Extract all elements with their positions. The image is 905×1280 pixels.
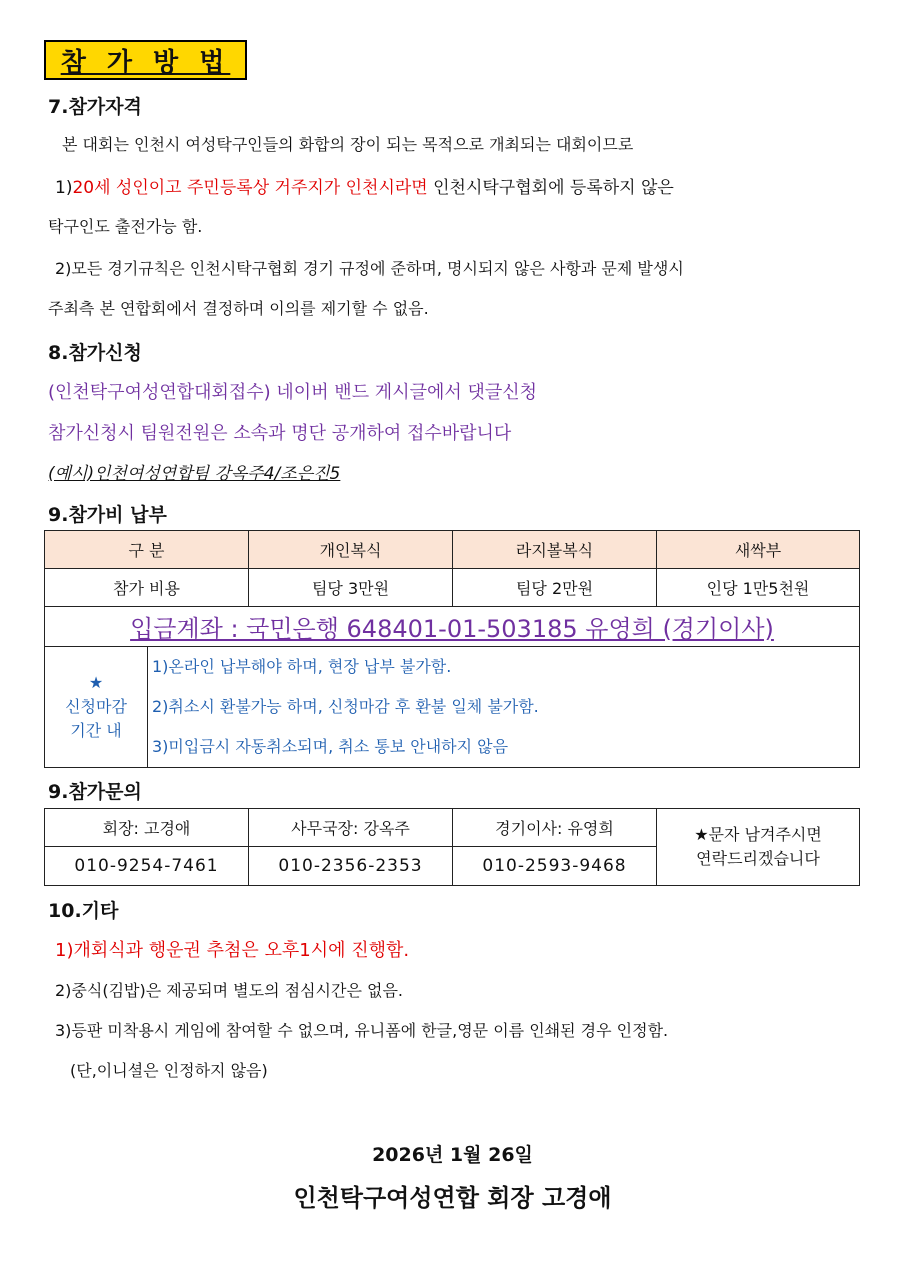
application-example: (예시)인천여성연합팀 강옥주4/조은진5 xyxy=(48,464,341,484)
section-title-box xyxy=(44,40,247,80)
fee-cell-beginner: 인당 1만5천원 xyxy=(657,569,860,607)
eligibility-item-1-rest: 인천시탁구협회에 등록하지 않은 xyxy=(427,178,674,198)
fee-cell-largeball: 팀당 2만원 xyxy=(453,569,657,607)
fee-table-header-row xyxy=(45,531,860,569)
footer-signature: 인천탁구여성연합 회장 고경애 xyxy=(293,1184,612,1212)
heading-application: 8.참가신청 xyxy=(48,342,142,364)
eligibility-item-1-num: 1) xyxy=(55,178,73,198)
other-item-3-sub: (단,이니셜은 인정하지 않음) xyxy=(70,1061,268,1080)
contact-note-line2: 연락드리겠습니다 xyxy=(696,849,820,868)
contact-name-row xyxy=(45,809,860,847)
notice-item-3: 3)미입금시 자동취소되며, 취소 통보 안내하지 않음 xyxy=(152,737,509,756)
eligibility-item-2-line1: 2)모든 경기규칙은 인천시탁구협회 경기 규정에 준하며, 명시되지 않은 사항과 문제 발생시 xyxy=(55,259,684,278)
fee-header-beginner: 새싹부 xyxy=(657,531,860,569)
eligibility-item-1 xyxy=(55,173,674,198)
contact-note-cell xyxy=(657,809,860,886)
eligibility-item-1-line2: 탁구인도 출전가능 함. xyxy=(48,217,203,236)
heading-other: 10.기타 xyxy=(48,900,119,922)
notice-item-1: 1)온라인 납부해야 하며, 현장 납부 불가함. xyxy=(152,657,452,676)
fee-table-row xyxy=(45,569,860,607)
heading-fee: 9.참가비 납부 xyxy=(48,504,167,526)
other-item-1: 1)개회식과 행운권 추첨은 오후1시에 진행함. xyxy=(55,940,410,961)
notice-list-cell xyxy=(148,647,860,768)
fee-header-largeball: 라지볼복식 xyxy=(453,531,657,569)
contact-director: 경기이사: 유영희 xyxy=(453,809,657,847)
fee-bank-row xyxy=(45,607,860,647)
fee-notice-table xyxy=(44,646,860,768)
contact-secretary: 사무국장: 강옥주 xyxy=(249,809,453,847)
eligibility-item-2-line2: 주최측 본 연합회에서 결정하며 이의를 제기할 수 없음. xyxy=(48,299,429,318)
heading-eligibility: 7.참가자격 xyxy=(48,96,142,118)
star-icon: ★ xyxy=(88,673,104,692)
contact-president: 회장: 고경애 xyxy=(45,809,249,847)
other-item-2: 2)중식(김밥)은 제공되며 별도의 점심시간은 없음. xyxy=(55,981,404,1000)
notice-label-cell xyxy=(45,647,148,768)
heading-contact: 9.참가문의 xyxy=(48,781,142,803)
fee-cell-doubles: 팀당 3만원 xyxy=(249,569,453,607)
eligibility-item-1-highlight: 20세 성인이고 주민등록상 거주지가 인천시라면 xyxy=(72,178,428,198)
application-line-2: 참가신청시 팀원전원은 소속과 명단 공개하여 접수바랍니다 xyxy=(48,423,512,444)
fee-header-doubles: 개인복식 xyxy=(249,531,453,569)
section-title: 참 가 방 법 xyxy=(60,47,231,78)
eligibility-intro: 본 대회는 인천시 여성탁구인들의 화합의 장이 되는 목적으로 개최되는 대회이므로 xyxy=(62,135,634,154)
phone-president: 010-9254-7461 xyxy=(45,847,249,886)
notice-label-line1: 신청마감 xyxy=(65,697,127,716)
notice-item-2: 2)취소시 환불가능 하며, 신청마감 후 환불 일체 불가함. xyxy=(152,697,539,716)
application-line-1: (인천탁구여성연합대회접수) 네이버 밴드 게시글에서 댓글신청 xyxy=(48,382,538,403)
contact-table xyxy=(44,808,860,886)
phone-director: 010-2593-9468 xyxy=(453,847,657,886)
fee-table xyxy=(44,530,860,647)
fee-header-category: 구 분 xyxy=(45,531,249,569)
other-item-3: 3)등판 미착용시 게임에 참여할 수 없으며, 유니폼에 한글,영문 이름 인쇄된 경우 인정함. xyxy=(55,1021,669,1040)
fee-cell-label: 참가 비용 xyxy=(45,569,249,607)
bank-account: 입금계좌 : 국민은행 648401-01-503185 유영희 (경기이사) xyxy=(45,607,860,647)
phone-secretary: 010-2356-2353 xyxy=(249,847,453,886)
footer-date: 2026년 1월 26일 xyxy=(372,1144,533,1166)
contact-note-line1: ★문자 남겨주시면 xyxy=(694,825,822,844)
notice-label-line2: 기간 내 xyxy=(70,721,122,740)
